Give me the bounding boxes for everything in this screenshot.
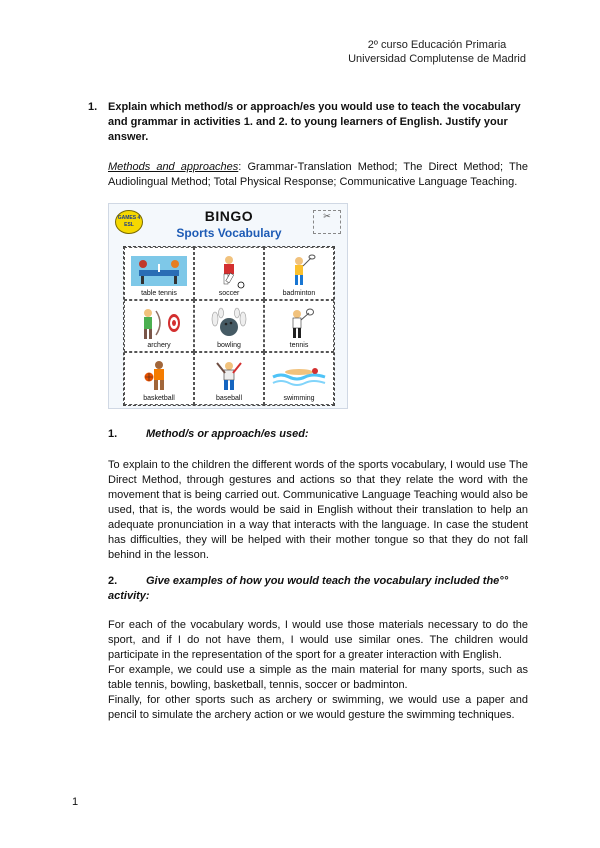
document-header	[348, 38, 526, 66]
cell-label: baseball	[215, 395, 243, 402]
cell-label: table tennis	[141, 289, 177, 297]
swimming-icon	[271, 359, 327, 389]
question-block	[88, 100, 528, 145]
section2-heading-text: Give examples of how you would teach the vocabulary included the°° activity:	[108, 575, 509, 602]
bingo-cell	[264, 300, 334, 353]
cell-label: soccer	[218, 289, 240, 297]
section2-body	[108, 618, 528, 723]
section1-heading-text: Method/s or approach/es used:	[146, 428, 309, 440]
section1-number: 1.	[108, 428, 118, 440]
cell-label: tennis	[289, 342, 309, 350]
section2-para3: Finally, for other sports such as archery or swimming, we would use a paper and pencil to simulate the archery action or we would gesture the swimming techniques.	[108, 694, 528, 721]
soccer-icon	[209, 254, 249, 290]
bingo-subtitle: Sports Vocabulary	[176, 226, 282, 240]
bowling-icon	[207, 307, 251, 343]
bingo-cell	[264, 352, 334, 405]
header-course: 2º curso Educación Primaria	[367, 39, 507, 51]
badminton-icon	[279, 254, 319, 290]
methods-label: Methods and approaches	[108, 161, 239, 173]
bingo-cell	[194, 247, 264, 300]
header-university: Universidad Complutense de Madrid	[348, 53, 526, 65]
methods-text: : Grammar-Translation Method; The Direct Method; The Audiolingual Method; Total Physical Response; Communicative Language Teaching.	[108, 161, 528, 188]
logo-text: GAMES 4 ESL	[117, 215, 141, 228]
tennis-icon	[279, 307, 319, 343]
bingo-cell	[124, 247, 194, 300]
cell-label: archery	[147, 342, 171, 350]
section1-heading	[108, 428, 309, 440]
cell-label: badminton	[282, 289, 316, 297]
section2-para2: For example, we could use a simple as the main material for many sports, such as table tennis, bowling, basketball, tennis, soccer or badminton.	[108, 664, 528, 691]
bingo-cell	[124, 352, 194, 405]
bingo-cell	[264, 247, 334, 300]
bingo-cell	[194, 300, 264, 353]
section2-number: 2.	[108, 575, 118, 587]
question-number: 1.	[88, 101, 98, 113]
baseball-icon	[209, 359, 249, 395]
bingo-cell	[124, 300, 194, 353]
bingo-title: BINGO	[204, 208, 254, 224]
basketball-icon	[139, 359, 179, 395]
bingo-card-image	[108, 203, 348, 409]
archery-icon	[134, 307, 184, 343]
bingo-cell	[194, 352, 264, 405]
section1-body: To explain to the children the different words of the sports vocabulary, I would use The Direct Method, through gestures and actions so that they relate the word with the movement that is being carried out. Communicative Language Teaching would also be used, that is, the words would be said in English without their translation to help an adequate pronunciation in a way that interacts with the language. In case the student has difficulties, they will be helped with their mother tongue so that they do not fall behind in the lesson.	[108, 459, 528, 561]
cell-label: swimming	[283, 395, 315, 402]
table-tennis-icon	[129, 254, 189, 288]
cell-label: basketball	[143, 395, 175, 402]
bingo-grid	[123, 246, 335, 406]
cell-label: bowling	[217, 342, 241, 350]
section2-heading	[108, 574, 528, 604]
methods-paragraph	[108, 160, 528, 190]
section2-para1: For each of the vocabulary words, I would use those materials necessary to do the sport, and if I do not have them, I would use similar ones. The children would participate in the representation of the sport for a greater interaction with English.	[108, 619, 528, 661]
page-number: 1	[72, 796, 79, 808]
scissors-icon: ✂	[313, 210, 341, 234]
question-text: Explain which method/s or approach/es you would use to teach the vocabulary and grammar in activities 1. and 2. to young learners of English. Justify your answer.	[108, 101, 521, 143]
